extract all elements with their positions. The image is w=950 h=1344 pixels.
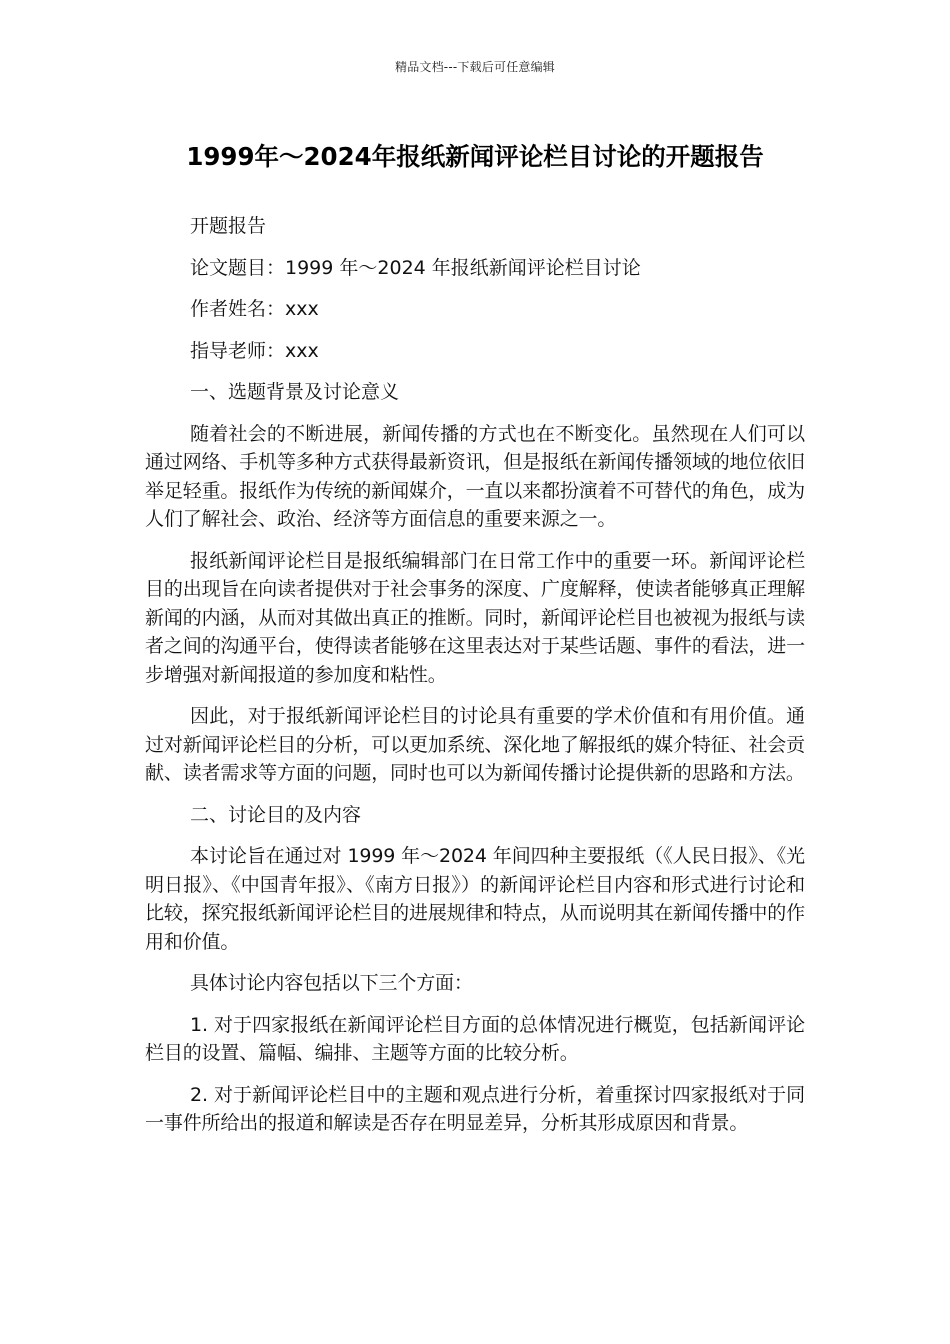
list-item: 2. 对于新闻评论栏目中的主题和观点进行分析，着重探讨四家报纸对于同一事件所给出的报道和解读是否存在明显差异，分析其形成原因和背景。 bbox=[145, 1083, 805, 1134]
paragraph: 因此，对于报纸新闻评论栏目的讨论具有重要的学术价值和有用价值。通过对新闻评论栏目的分析，可以更加系统、深化地了解报纸的媒介特征、社会贡献、读者需求等方面的问题，同时也可以为新闻传播讨论提供新的思路和方法。 bbox=[145, 705, 805, 784]
thesis-title: 论文题目：1999 年～2024 年报纸新闻评论栏目讨论 bbox=[190, 256, 641, 279]
document-title: 1999年～2024年报纸新闻评论栏目讨论的开题报告 bbox=[186, 142, 764, 171]
paragraph: 随着社会的不断进展，新闻传播的方式也在不断变化。虽然现在人们可以通过网络、手机等多种方式获得最新资讯，但是报纸在新闻传播领域的地位依旧举足轻重。报纸作为传统的新闻媒介，一直以来都扮演着不可替代的角色，成为人们了解社会、政治、经济等方面信息的重要来源之一。 bbox=[145, 422, 805, 530]
header-note: 精品文档---下载后可任意编辑 bbox=[395, 60, 555, 74]
paragraph: 报纸新闻评论栏目是报纸编辑部门在日常工作中的重要一环。新闻评论栏目的出现旨在向读者提供对于社会事务的深度、广度解释，使读者能够真正理解新闻的内涵，从而对其做出真正的推断。同时，新闻评论栏目也被视为报纸与读者之间的沟通平台，使得读者能够在这里表达对于某些话题、事件的看法，进一步增强对新闻报道的参加度和粘性。 bbox=[145, 549, 805, 686]
list-item: 1. 对于四家报纸在新闻评论栏目方面的总体情况进行概览，包括新闻评论栏目的设置、篇幅、编排、主题等方面的比较分析。 bbox=[145, 1013, 805, 1064]
author-name: 作者姓名：xxx bbox=[190, 298, 319, 320]
report-label: 开题报告 bbox=[190, 215, 267, 237]
advisor-name: 指导老师：xxx bbox=[190, 339, 319, 362]
document-body bbox=[145, 212, 805, 1151]
section-heading-purpose: 二、讨论目的及内容 bbox=[190, 803, 362, 826]
section-heading-background: 一、选题背景及讨论意义 bbox=[190, 381, 400, 403]
paragraph: 本讨论旨在通过对 1999 年～2024 年间四种主要报纸（《人民日报》、《光明日报》、《中国青年报》、《南方日报》）的新闻评论栏目内容和形式进行讨论和比较，探究报纸新闻评论栏目的进展规律和特点，从而说明其在新闻传播中的作用和价值。 bbox=[145, 845, 805, 953]
paragraph: 具体讨论内容包括以下三个方面： bbox=[190, 972, 473, 994]
